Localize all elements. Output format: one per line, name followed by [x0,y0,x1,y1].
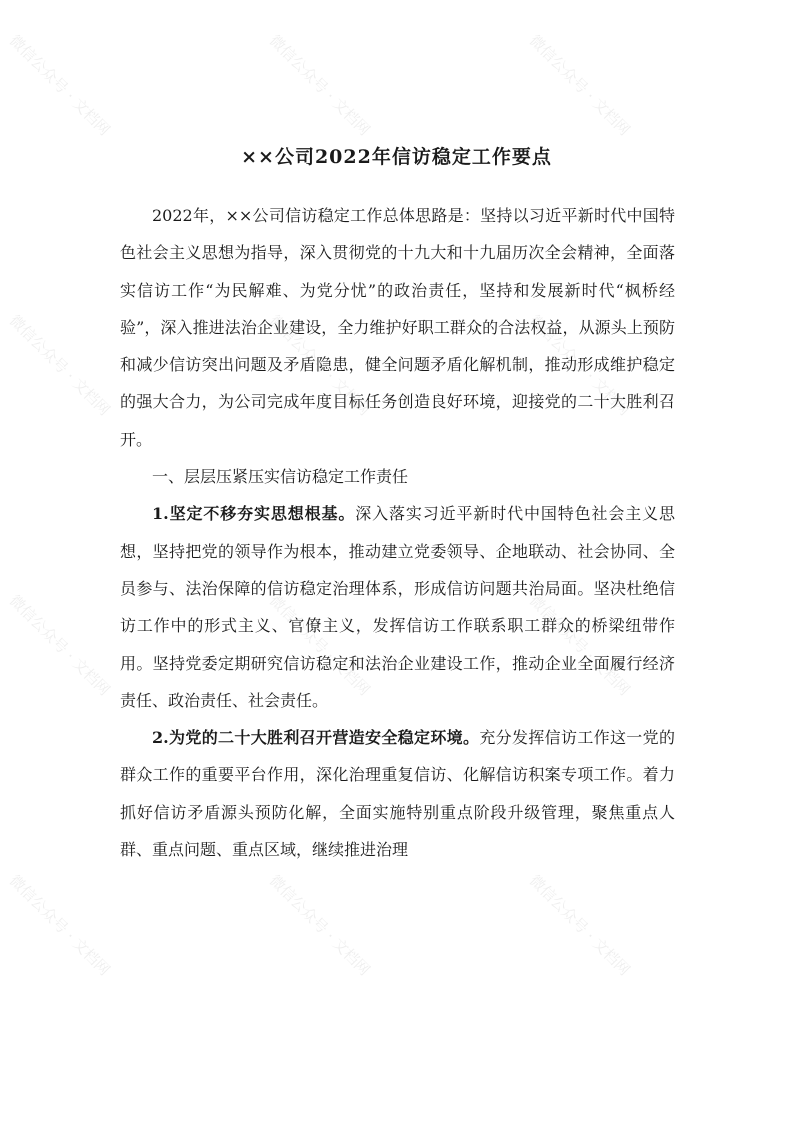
watermark: 微信公众号 · 文档网 [265,871,374,980]
document-body [120,197,675,868]
section-heading: 一、层层压紧压实信访稳定工作责任 [152,467,409,487]
intro-paragraph: 2022年，××公司信访稳定工作总体思路是：坚持以习近平新时代中国特色社会主义思想为指导，深入贯彻党的十九大和十九届历次全会精神，全面落实信访工作“为民解难、为党分忧”的政治责任，坚持和发展新时代“枫桥经验”，深入推进法治企业建设，全力维护好职工群众的合法权益，从源头上预防和减少信访突出问题及矛盾隐患，健全问题矛盾化解机制，推动形成维护稳定的强大合力，为公司完成年度目标任务创造良好环境，迎接党的二十大胜利召开。 [120,206,675,449]
item-paragraph-2 [120,719,675,868]
item-1-lead: 1.坚定不移夯实思想根基。 [152,504,356,524]
watermark: 微信公众号 · 文档网 [525,591,634,700]
watermark: 微信公众号 · 文档网 [5,871,114,980]
item-paragraph-1 [120,495,675,719]
item-1-text: 深入落实习近平新时代中国特色社会主义思想，坚持把党的领导作为根本，推动建立党委领导、企地联动、社会协同、全员参与、法治保障的信访稳定治理体系，形成信访问题共治局面。坚决杜绝信访工作中的形式主义、官僚主义，发挥信访工作联系职工群众的桥梁纽带作用。坚持党委定期研究信访稳定和法治企业建设工作，推动企业全面履行经济责任、政治责任、社会责任。 [120,504,675,710]
watermark: 微信公众号 · 文档网 [525,311,634,420]
watermark: 微信公众号 · 文档网 [265,591,374,700]
item-2-lead: 2.为党的二十大胜利召开营造安全稳定环境。 [152,728,480,748]
watermark: 微信公众号 · 文档网 [5,591,114,700]
watermark: 微信公众号 · 文档网 [525,871,634,980]
watermark: 微信公众号 · 文档网 [265,31,374,140]
watermark: 微信公众号 · 文档网 [265,311,374,420]
watermark: 微信公众号 · 文档网 [5,311,114,420]
watermark: 微信公众号 · 文档网 [525,31,634,140]
document-title: ××公司2022年信访稳定工作要点 [241,146,552,168]
item-2-text: 充分发挥信访工作这一党的群众工作的重要平台作用，深化治理重复信访、化解信访积案专项工作。着力抓好信访矛盾源头预防化解，全面实施特别重点阶段升级管理，聚焦重点人群、重点问题、重点区域，继续推进治理 [120,728,675,860]
watermark: 微信公众号 · 文档网 [5,31,114,140]
